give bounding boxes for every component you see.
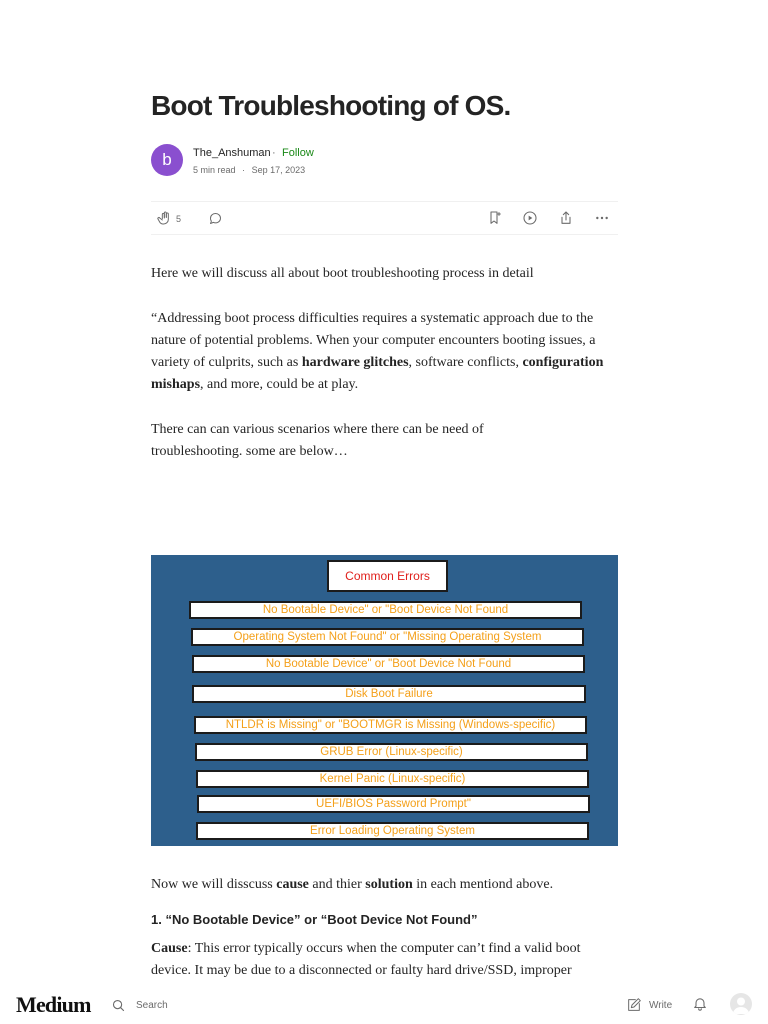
paragraph-intro: Here we will discuss all about boot troubleshooting process in detail	[151, 266, 534, 281]
figure-title: Common Errors	[327, 560, 448, 592]
write-icon	[626, 997, 642, 1013]
publish-date: Sep 17, 2023	[251, 165, 306, 175]
paragraph-scenarios: There can can various scenarios where there can be need of troubleshooting. some are below…	[151, 422, 484, 459]
paragraph-cause-solution	[151, 874, 621, 896]
section-heading: 1. “No Bootable Device” or “Boot Device Not Found”	[151, 912, 478, 927]
paragraph-text: , software conflicts,	[408, 355, 523, 370]
more-icon[interactable]	[594, 210, 610, 226]
paragraph-text: and thier	[308, 877, 366, 892]
error-item: NTLDR is Missing" or "BOOTMGR is Missing (Windows-specific)	[194, 716, 587, 734]
medium-logo[interactable]: Medium	[16, 992, 91, 1017]
bookmark-icon[interactable]	[487, 210, 503, 226]
comment-icon[interactable]	[208, 211, 223, 226]
author-name-link[interactable]: The_Anshuman	[193, 147, 271, 159]
play-icon[interactable]	[522, 210, 538, 226]
paragraph-text: in each mentiond above.	[412, 877, 554, 892]
author-separator: ·	[272, 147, 276, 159]
author-avatar[interactable]: b	[151, 144, 183, 176]
error-item: Operating System Not Found" or "Missing Operating System	[191, 628, 584, 646]
search-icon	[111, 998, 126, 1013]
error-item: Error Loading Operating System	[196, 822, 589, 840]
error-item: GRUB Error (Linux-specific)	[195, 743, 588, 761]
bold-text: hardware glitches	[301, 355, 409, 370]
common-errors-figure[interactable]	[151, 555, 618, 846]
share-icon[interactable]	[558, 210, 574, 226]
paragraph-cause	[151, 938, 613, 982]
write-label: Write	[649, 999, 673, 1011]
search-label: Search	[136, 999, 168, 1011]
bold-text: configuration mishaps	[151, 355, 604, 392]
paragraph-quote	[151, 308, 611, 396]
read-time: 5 min read	[193, 165, 236, 175]
paragraph-text: : This error typically occurs when the computer can’t find a valid boot device. It may be due to a disconnected or faulty hard drive/SSD, improper	[151, 941, 581, 978]
paragraph-text: “Addressing boot process difficulties requires a systematic approach due to the nature of potential problems. When your computer encounters booting issues, a variety of culprits, such as	[151, 311, 596, 370]
error-item: No Bootable Device" or "Boot Device Not Found	[192, 655, 585, 673]
meta-separator: ·	[242, 165, 246, 175]
search-button[interactable]	[111, 996, 168, 1014]
paragraph-text: Now we will disscuss	[151, 877, 277, 892]
error-item: Kernel Panic (Linux-specific)	[196, 770, 589, 788]
paragraph-text: , and more, could be at play.	[200, 377, 359, 392]
clap-icon[interactable]	[157, 210, 173, 226]
author-row	[151, 144, 618, 178]
bold-text: solution	[365, 877, 413, 892]
article-title: Boot Troubleshooting of OS.	[151, 90, 511, 121]
write-button[interactable]	[626, 996, 672, 1014]
bold-text: Cause	[151, 941, 188, 956]
error-item: Disk Boot Failure	[192, 685, 586, 703]
bottom-navigation-bar	[0, 986, 768, 1024]
error-item: UEFI/BIOS Password Prompt"	[197, 795, 590, 813]
article-meta	[193, 165, 309, 175]
user-avatar-icon[interactable]	[730, 993, 752, 1015]
article-action-bar	[151, 201, 618, 235]
clap-count: 5	[176, 214, 182, 224]
follow-button[interactable]: Follow	[282, 147, 314, 159]
bold-text: cause	[276, 877, 309, 892]
notifications-bell-icon[interactable]	[692, 995, 708, 1012]
error-item: No Bootable Device" or "Boot Device Not Found	[189, 601, 582, 619]
